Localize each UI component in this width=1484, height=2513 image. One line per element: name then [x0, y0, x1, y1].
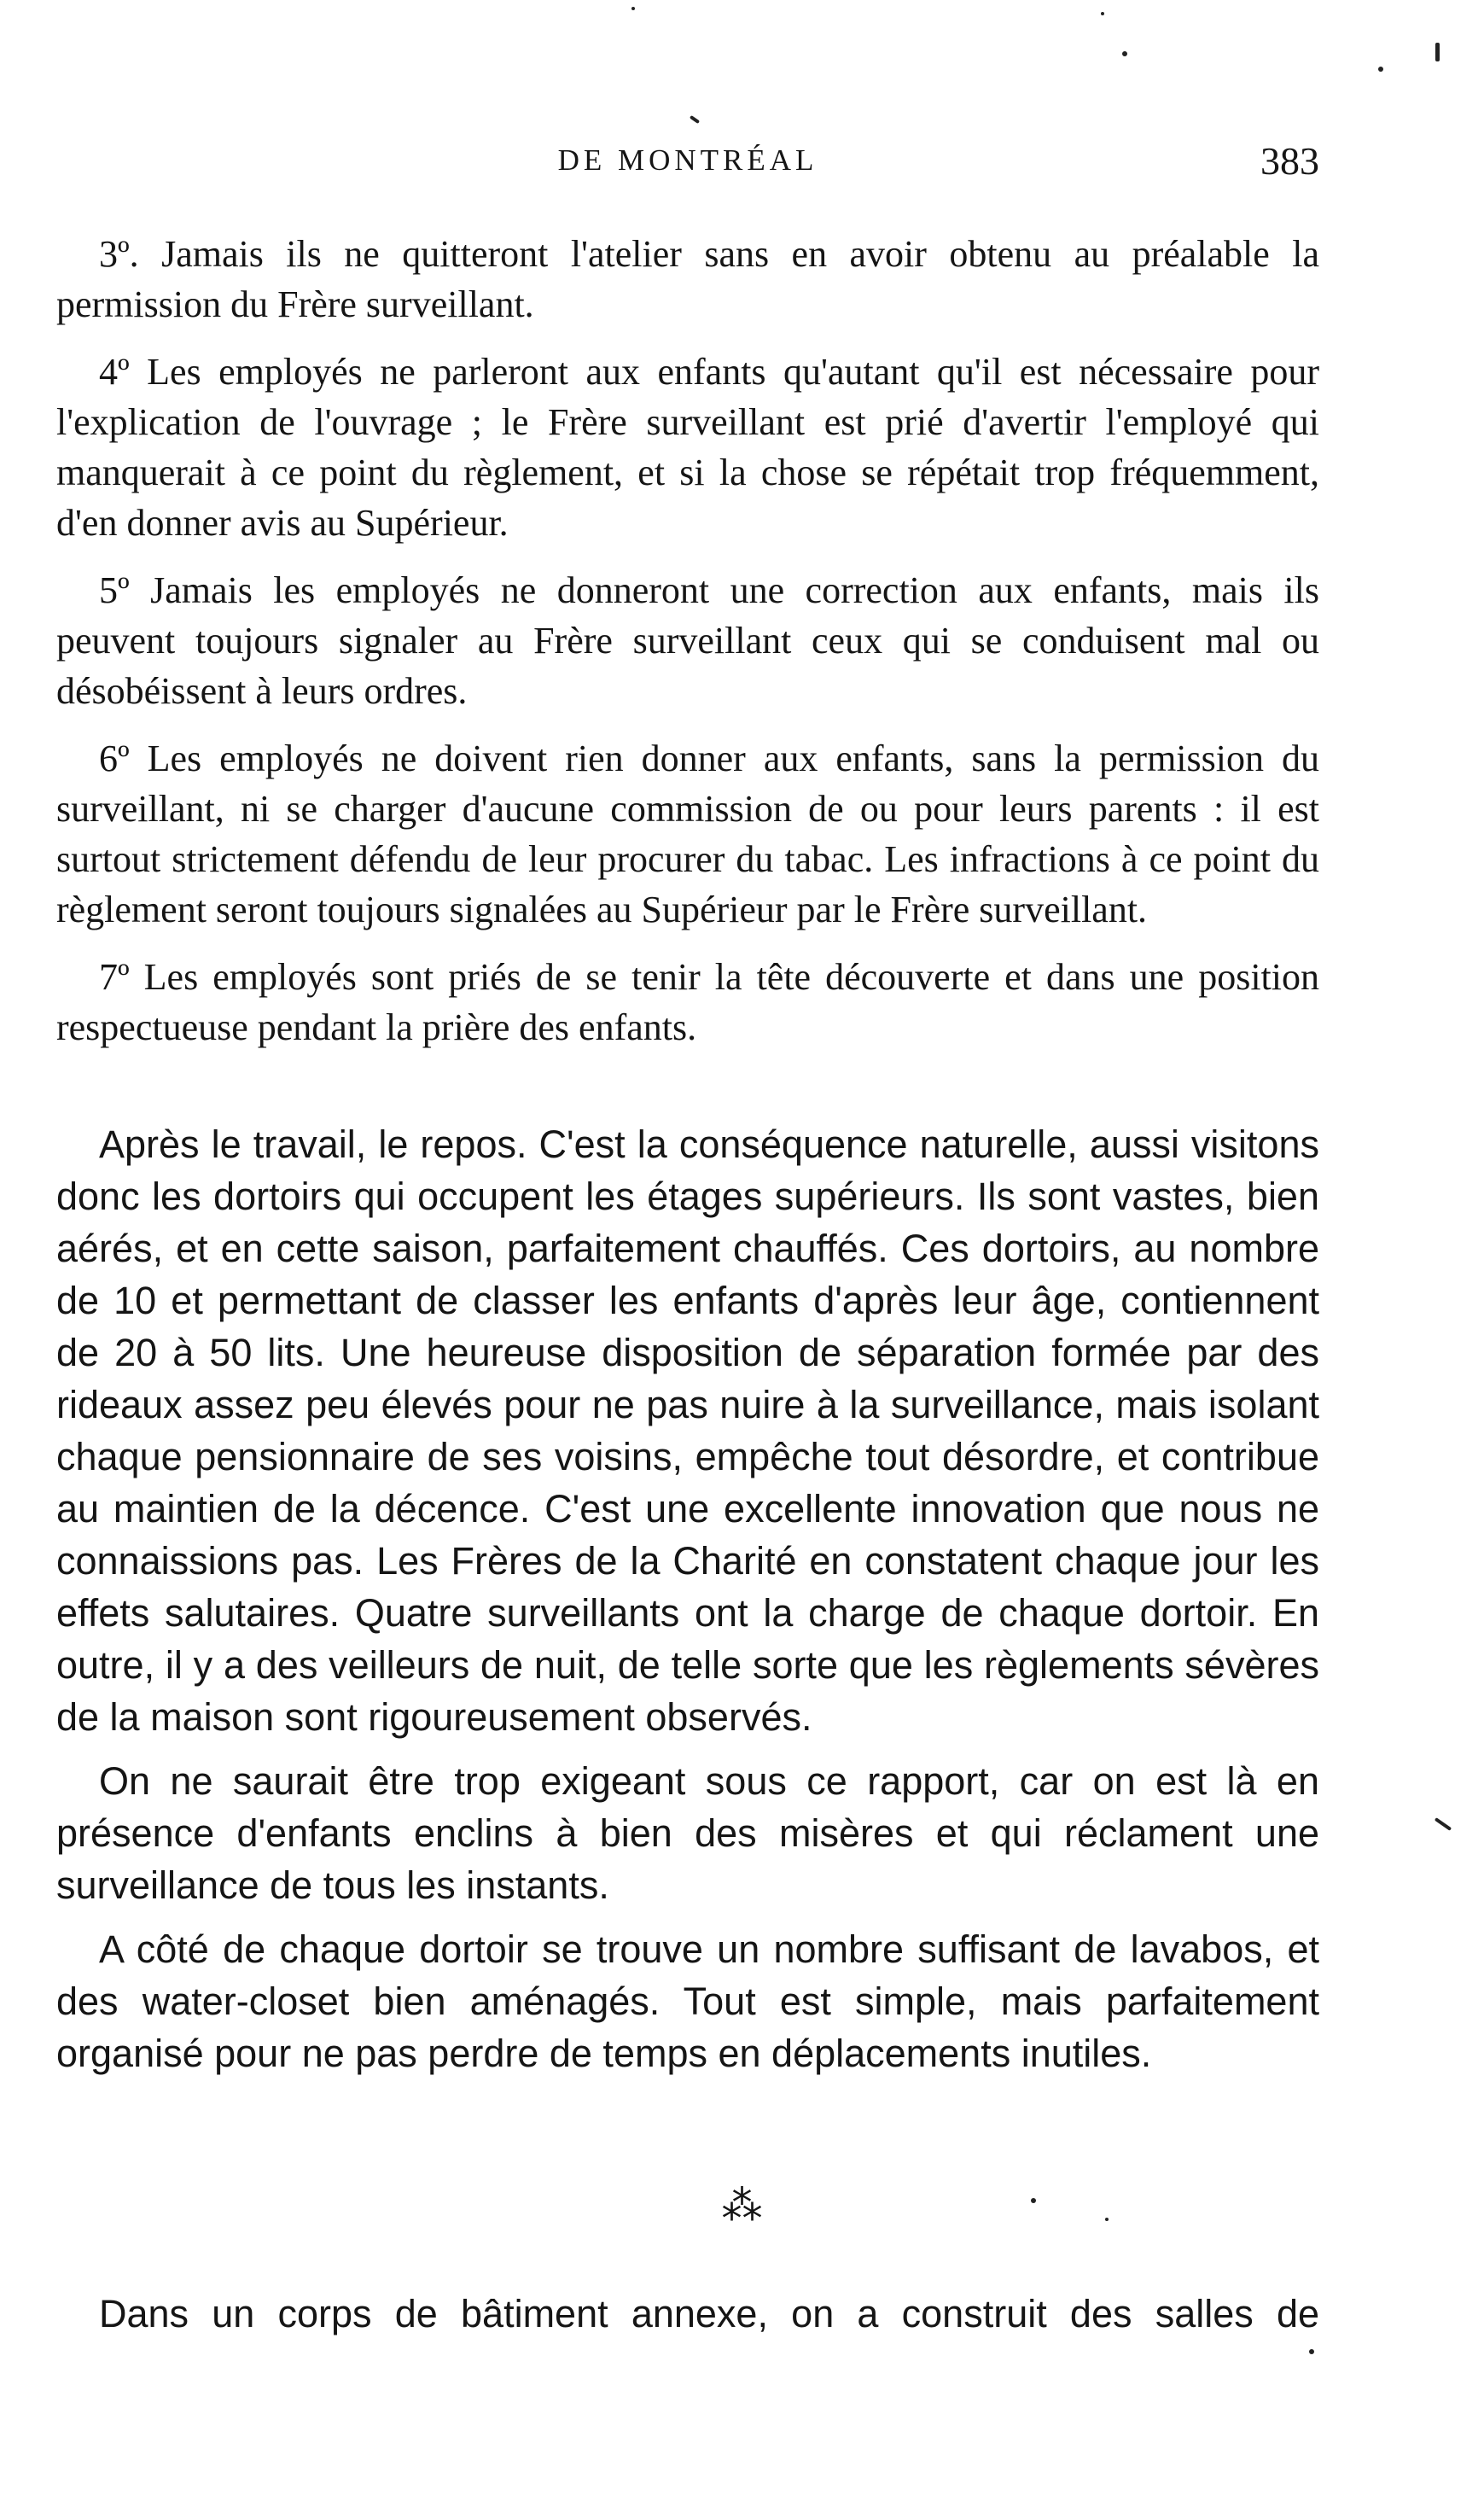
paragraph-dormitories: Après le travail, le repos. C'est la conséquence naturelle, aussi visitons donc les dortoirs qui occupent les étages supérieurs. Ils sont vastes, bien aérés, et en cette saison, parfaitement chauffés. Ces dortoirs, au nombre de 10 et permettant de classer les enfants d'après leur âge, contiennent de 20 à 50 lits. Une heureuse disposition de séparation formée par des rideaux assez peu élevés pour ne pas nuire à la surveillance, mais isolant chaque pensionnaire de ses voisins, empêche tout désordre, et contribue au maintien de la décence. C'est une excellente innovation que nous ne connaissions pas. Les Frères de la Charité en constatent chaque jour les effets salutaires. Quatre surveillants ont la charge de chaque dortoir. En outre, il y a des veilleurs de nuit, de telle sorte que les règlements sévères de la maison sont rigoureusement observés.: [56, 1122, 1319, 1739]
paragraph-supervision: On ne saurait être trop exigeant sous ce rapport, car on est là en présence d'enfants enclins à bien des misères et qui réclament une surveillance de tous les instants.: [56, 1759, 1319, 1907]
rule-paragraph-4: 4º Les employés ne parleront aux enfants qu'autant qu'il est nécessaire pour l'explication de l'ouvrage ; le Frère surveillant est prié d'avertir l'employé qui manquerait à ce point du règlement, et si la chose se répétait trop fréquemment, d'en donner avis au Supérieur.: [56, 351, 1319, 544]
running-title: DE MONTRÉAL: [557, 143, 818, 177]
section-asterism: ⁂: [721, 2182, 763, 2230]
page-number: 383: [1260, 139, 1319, 183]
regulations-list: [56, 229, 1319, 1070]
page-header: [56, 139, 1319, 195]
rule-paragraph-6: 6º Les employés ne doivent rien donner aux enfants, sans la permission du surveillant, ni se charger d'aucune commission de ou pour leurs parents : il est surtout strictement défendu de leur procurer du tabac. Les infractions à ce point du règlement seront toujours signalées au Supérieur par le Frère surveillant.: [56, 738, 1319, 930]
scan-speck: [631, 7, 635, 10]
scan-speck: [1122, 51, 1127, 56]
scan-speck: [1378, 67, 1383, 72]
scan-speck: [1435, 43, 1440, 61]
rule-paragraph-5: 5º Jamais les employés ne donneront une correction aux enfants, mais ils peuvent toujours signaler au Frère surveillant ceux qui se conduisent mal ou désobéissent à leurs ordres.: [56, 569, 1319, 712]
rule-paragraph-7: 7º Les employés sont priés de se tenir la tête découverte et dans une position respectueuse pendant la prière des enfants.: [56, 956, 1319, 1048]
body-text: [56, 1118, 1319, 2091]
rule-paragraph-3: 3º. Jamais ils ne quitteront l'atelier sans en avoir obtenu au préalable la permission du Frère surveillant.: [56, 233, 1319, 325]
scan-speck: [1309, 2349, 1314, 2354]
scan-speck: [690, 115, 700, 124]
scan-speck: [1105, 2218, 1109, 2221]
paragraph-lavatories: A côté de chaque dortoir se trouve un nombre suffisant de lavabos, et des water-closet bien aménagés. Tout est simple, mais parfaitement organisé pour ne pas perdre de temps en déplacements inutiles.: [56, 1927, 1319, 2075]
scan-speck: [1031, 2198, 1036, 2203]
scan-speck: [1101, 12, 1104, 15]
continuation-line: Dans un corps de bâtiment annexe, on a construit des salles de: [99, 2292, 1319, 2335]
scan-speck: [1435, 1817, 1452, 1831]
